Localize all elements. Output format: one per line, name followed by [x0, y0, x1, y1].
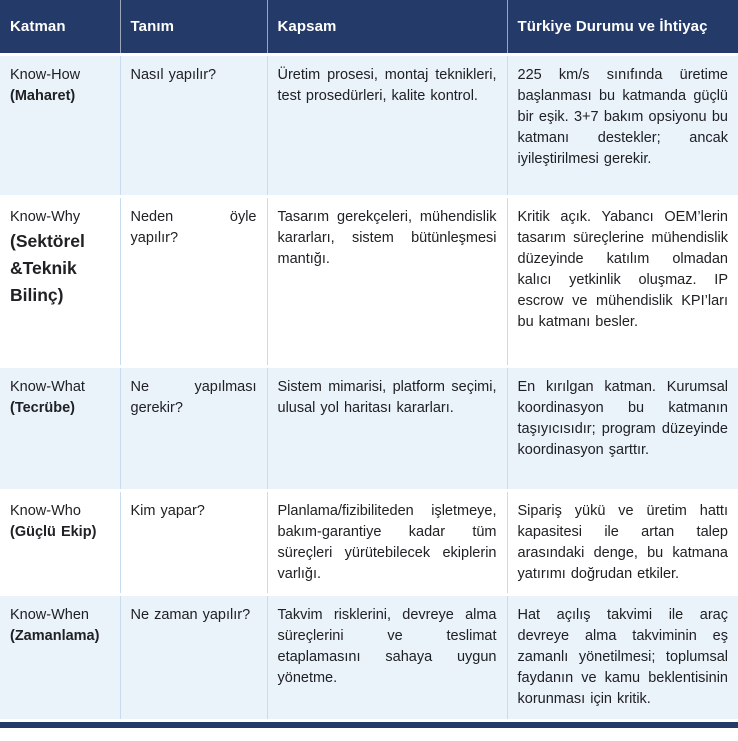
- table-header: [0, 0, 738, 54]
- layer-name: Know-Why: [10, 208, 81, 225]
- turkey-status-cell: Sipariş yükü ve üretim hattı kapasitesi ile artan talep arasındaki denge, bu katmana yatırımı doğrudan etkiler.: [507, 490, 738, 594]
- layer-subtitle: (Maharet): [10, 87, 76, 104]
- header-tanim: Tanım: [120, 0, 267, 54]
- table-bottom-border: [0, 722, 738, 728]
- header-row: [0, 0, 738, 54]
- layer-subtitle: (Zamanlama): [10, 627, 100, 644]
- layer-cell: [0, 594, 120, 720]
- header-kapsam: Kapsam: [267, 0, 507, 54]
- layer-cell: [0, 490, 120, 594]
- header-turkiye-durumu: Türkiye Durumu ve İhtiyaç: [507, 0, 738, 54]
- layer-name: Know-When: [10, 606, 89, 623]
- table-row: [0, 490, 738, 594]
- scope-cell: Sistem mimarisi, platform seçimi, ulusal yol haritası kararları.: [267, 366, 507, 490]
- header-katman: Katman: [0, 0, 120, 54]
- definition-cell: Neden öyle yapılır?: [120, 196, 267, 366]
- scope-cell: Tasarım gerekçeleri, mühendislik kararları, sistem bütünleşmesi mantığı.: [267, 196, 507, 366]
- table-row: [0, 366, 738, 490]
- table-body: [0, 54, 738, 720]
- scope-cell: Takvim risklerini, devreye alma süreçlerini ve teslimat etaplamasını sahaya uygun yönetme.: [267, 594, 507, 720]
- turkey-status-cell: Hat açılış takvimi ile araç devreye alma takviminin eş zamanlı yönetilmesi; toplumsal faydanın ve kamu beklentisinin korunması için kritik.: [507, 594, 738, 720]
- scope-cell: Üretim prosesi, montaj teknikleri, test prosedürleri, kalite kontrol.: [267, 54, 507, 196]
- layer-cell: [0, 196, 120, 366]
- definition-cell: Ne zaman yapılır?: [120, 594, 267, 720]
- definition-cell: Kim yapar?: [120, 490, 267, 594]
- layer-subtitle: (Güçlü Ekip): [10, 523, 97, 540]
- layer-name: Know-What: [10, 378, 85, 395]
- table-row: [0, 54, 738, 196]
- layer-name: Know-How: [10, 66, 81, 83]
- table-row: [0, 196, 738, 366]
- definition-cell: Ne yapılması gerekir?: [120, 366, 267, 490]
- turkey-status-cell: Kritik açık. Yabancı OEM’lerin tasarım süreçlerine mühendislik düzeyinde katılım olmadan kalıcı yetkinlik oluşmaz. IP escrow ve mühendislik KPI’ları bu katmanı besler.: [507, 196, 738, 366]
- layer-subtitle: (Sektörel &Teknik Bilinç): [10, 230, 85, 305]
- turkey-status-cell: En kırılgan katman. Kurumsal koordinasyon bu katmanın taşıyıcısıdır; program düzeyinde koordinasyon şarttır.: [507, 366, 738, 490]
- layer-cell: [0, 54, 120, 196]
- turkey-status-cell: 225 km/s sınıfında üretime başlanması bu katmanda güçlü bir eşik. 3+7 bakım opsiyonu bu katmanı destekler; ancak iyileştirilmesi gerekir.: [507, 54, 738, 196]
- scope-cell: Planlama/fizibiliteden işletmeye, bakım-garantiye kadar tüm süreçleri yürütebilecek ekiplerin varlığı.: [267, 490, 507, 594]
- layer-name: Know-Who: [10, 502, 81, 519]
- definition-cell: Nasıl yapılır?: [120, 54, 267, 196]
- layer-subtitle: (Tecrübe): [10, 399, 75, 416]
- layer-cell: [0, 366, 120, 490]
- table-row: [0, 594, 738, 720]
